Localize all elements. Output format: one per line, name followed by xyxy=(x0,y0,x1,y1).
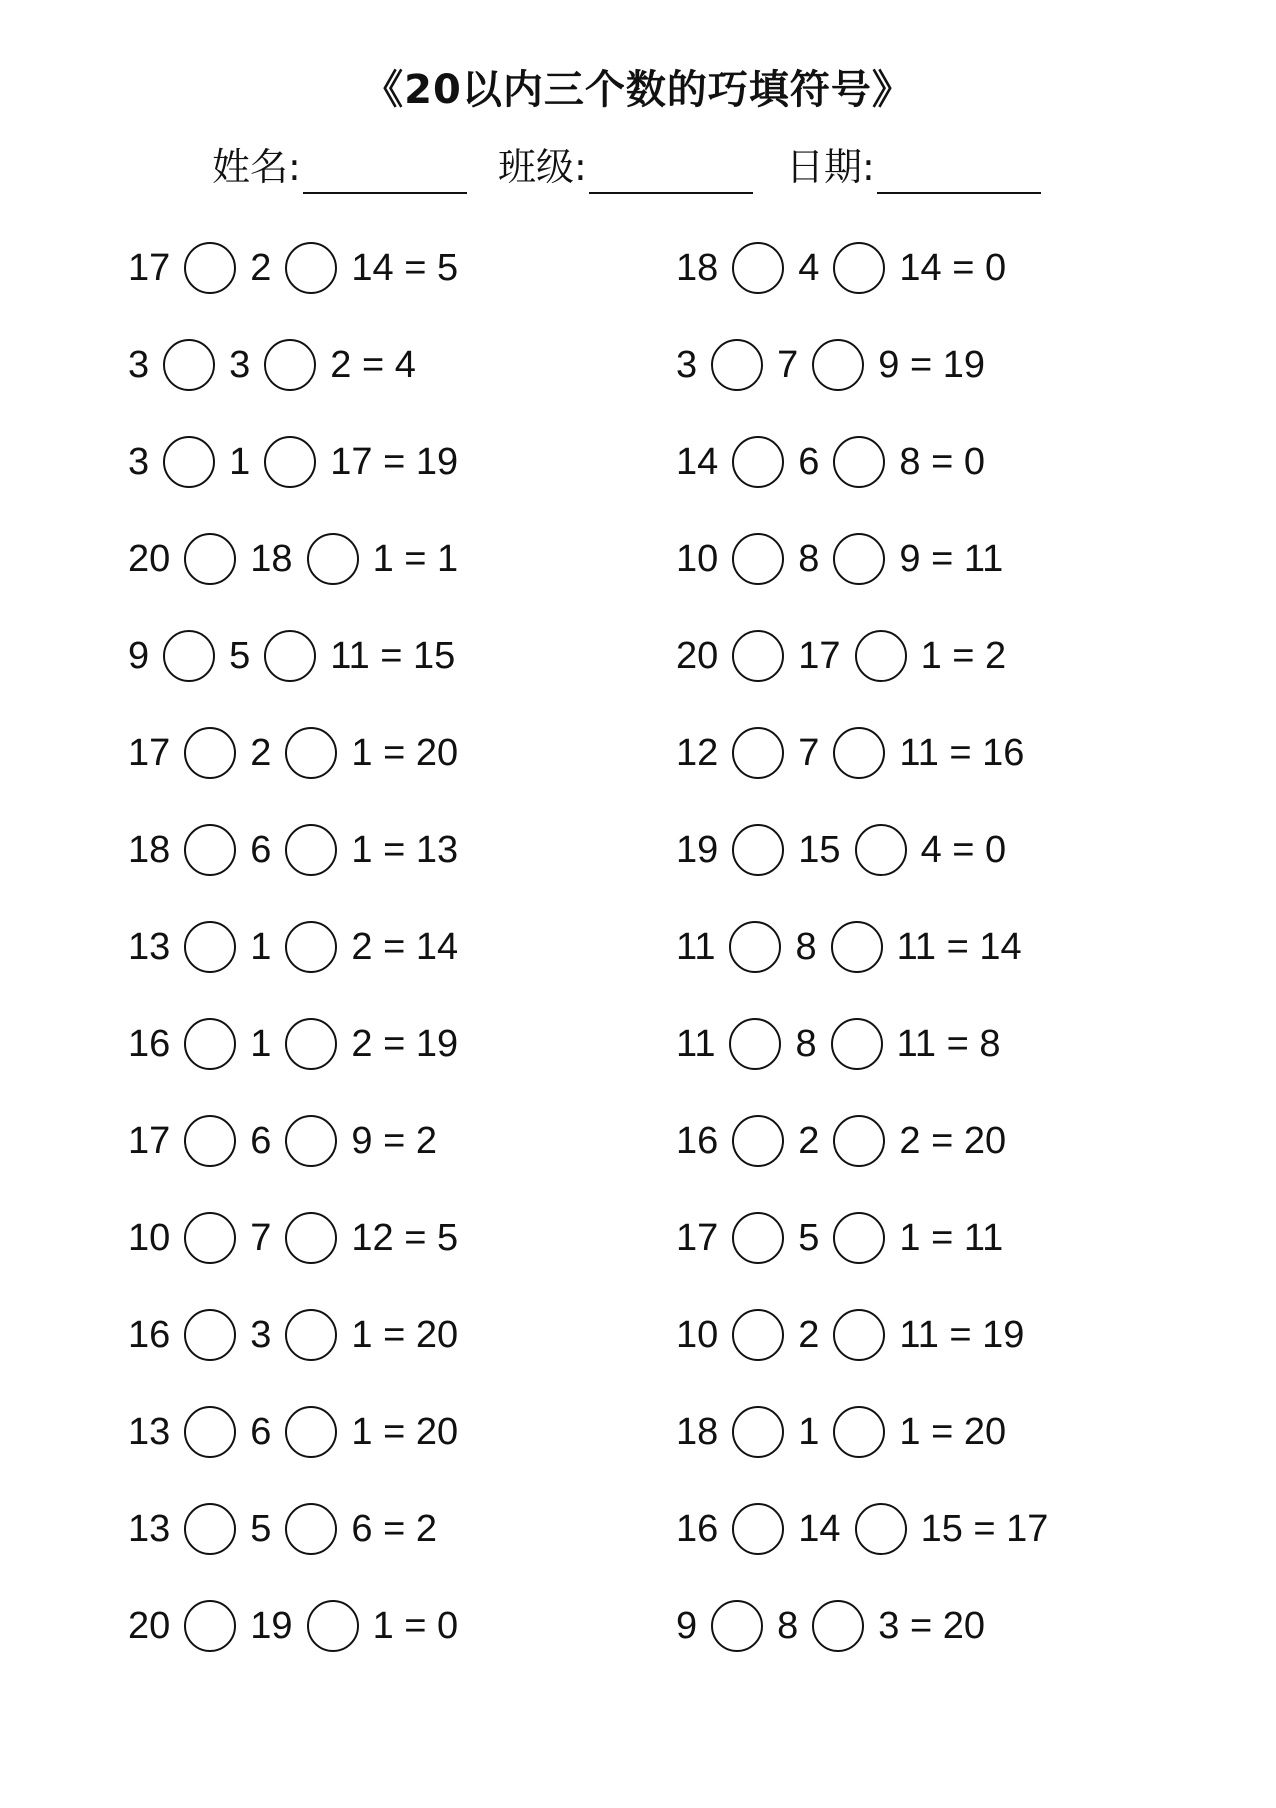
first-number: 16 xyxy=(676,1120,719,1162)
answer-circle[interactable] xyxy=(833,436,885,488)
answer-circle[interactable] xyxy=(855,1503,907,1555)
answer-circle[interactable] xyxy=(711,1600,763,1652)
second-number: 5 xyxy=(229,635,251,677)
answer-circle[interactable] xyxy=(264,436,316,488)
problem-row xyxy=(676,335,985,395)
answer-circle[interactable] xyxy=(184,1600,236,1652)
class-blank[interactable] xyxy=(589,152,753,194)
answer-circle[interactable] xyxy=(732,1309,784,1361)
problem-row xyxy=(676,1111,1006,1171)
second-number: 2 xyxy=(798,1314,820,1356)
answer-circle[interactable] xyxy=(184,533,236,585)
answer-circle[interactable] xyxy=(855,824,907,876)
first-number: 3 xyxy=(128,441,150,483)
problem-row xyxy=(128,723,458,783)
result-expression: 11 = 14 xyxy=(896,926,1022,968)
answer-circle[interactable] xyxy=(833,1212,885,1264)
answer-circle[interactable] xyxy=(732,1115,784,1167)
answer-circle[interactable] xyxy=(285,1309,337,1361)
first-number: 18 xyxy=(128,829,171,871)
result-expression: 9 = 2 xyxy=(351,1120,437,1162)
problem-row xyxy=(128,1499,437,1559)
result-expression: 1 = 2 xyxy=(920,635,1007,677)
problem-row xyxy=(128,1111,437,1171)
second-number: 6 xyxy=(798,441,820,483)
second-number: 1 xyxy=(250,1023,272,1065)
result-expression: 9 = 11 xyxy=(899,538,1004,580)
result-expression: 14 = 0 xyxy=(899,247,1007,289)
problem-row xyxy=(128,529,458,589)
answer-circle[interactable] xyxy=(184,1018,236,1070)
second-number: 1 xyxy=(798,1411,820,1453)
name-blank[interactable] xyxy=(303,152,467,194)
first-number: 10 xyxy=(676,538,719,580)
second-number: 7 xyxy=(250,1217,272,1259)
first-number: 16 xyxy=(676,1508,719,1550)
first-number: 3 xyxy=(128,344,150,386)
second-number: 7 xyxy=(777,344,799,386)
second-number: 3 xyxy=(250,1314,272,1356)
result-expression: 2 = 4 xyxy=(330,344,416,386)
answer-circle[interactable] xyxy=(184,1503,236,1555)
answer-circle[interactable] xyxy=(184,727,236,779)
second-number: 8 xyxy=(795,1023,817,1065)
answer-circle[interactable] xyxy=(184,921,236,973)
answer-circle[interactable] xyxy=(184,824,236,876)
answer-circle[interactable] xyxy=(732,1212,784,1264)
second-number: 3 xyxy=(229,344,251,386)
answer-circle[interactable] xyxy=(163,630,215,682)
answer-circle[interactable] xyxy=(732,533,784,585)
answer-circle[interactable] xyxy=(285,921,337,973)
answer-circle[interactable] xyxy=(833,1309,885,1361)
second-number: 8 xyxy=(795,926,817,968)
answer-circle[interactable] xyxy=(833,533,885,585)
result-expression: 6 = 2 xyxy=(351,1508,437,1550)
answer-circle[interactable] xyxy=(184,1212,236,1264)
result-expression: 1 = 20 xyxy=(351,1411,459,1453)
answer-circle[interactable] xyxy=(163,436,215,488)
first-number: 17 xyxy=(676,1217,719,1259)
answer-circle[interactable] xyxy=(307,1600,359,1652)
first-number: 10 xyxy=(676,1314,719,1356)
second-number: 15 xyxy=(798,829,841,871)
problem-row xyxy=(676,1499,1048,1559)
answer-circle[interactable] xyxy=(711,339,763,391)
second-number: 19 xyxy=(250,1605,293,1647)
first-number: 13 xyxy=(128,926,171,968)
answer-circle[interactable] xyxy=(285,1212,337,1264)
answer-circle[interactable] xyxy=(732,1406,784,1458)
result-expression: 11 = 19 xyxy=(899,1314,1025,1356)
answer-circle[interactable] xyxy=(264,339,316,391)
answer-circle[interactable] xyxy=(184,242,236,294)
problem-row xyxy=(676,238,1006,298)
second-number: 1 xyxy=(250,926,272,968)
first-number: 18 xyxy=(676,247,719,289)
second-number: 6 xyxy=(250,1120,272,1162)
answer-circle[interactable] xyxy=(732,1503,784,1555)
problem-row xyxy=(676,820,1006,880)
result-expression: 3 = 20 xyxy=(878,1605,985,1647)
first-number: 16 xyxy=(128,1023,171,1065)
answer-circle[interactable] xyxy=(855,630,907,682)
problem-row xyxy=(128,820,458,880)
answer-circle[interactable] xyxy=(264,630,316,682)
answer-circle[interactable] xyxy=(833,242,885,294)
result-expression: 11 = 8 xyxy=(896,1023,1001,1065)
first-number: 17 xyxy=(128,247,171,289)
answer-circle[interactable] xyxy=(732,727,784,779)
answer-circle[interactable] xyxy=(184,1406,236,1458)
answer-circle[interactable] xyxy=(285,1406,337,1458)
result-expression: 12 = 5 xyxy=(351,1217,459,1259)
problem-row xyxy=(128,1305,458,1365)
answer-circle[interactable] xyxy=(285,727,337,779)
result-expression: 1 = 20 xyxy=(351,732,459,774)
date-label: 日期: xyxy=(786,145,875,189)
result-expression: 1 = 13 xyxy=(351,829,459,871)
problem-row xyxy=(128,335,416,395)
result-expression: 1 = 0 xyxy=(372,1605,459,1647)
second-number: 4 xyxy=(798,247,820,289)
answer-circle[interactable] xyxy=(831,1018,883,1070)
first-number: 13 xyxy=(128,1508,171,1550)
date-blank[interactable] xyxy=(877,152,1041,194)
first-number: 14 xyxy=(676,441,719,483)
second-number: 7 xyxy=(798,732,820,774)
result-expression: 2 = 14 xyxy=(351,926,459,968)
first-number: 3 xyxy=(676,344,698,386)
result-expression: 1 = 20 xyxy=(899,1411,1007,1453)
problem-row xyxy=(128,1014,458,1074)
class-label: 班级: xyxy=(498,145,587,189)
problem-row xyxy=(676,1305,1024,1365)
answer-circle[interactable] xyxy=(833,727,885,779)
answer-circle[interactable] xyxy=(285,242,337,294)
problem-row xyxy=(128,432,458,492)
answer-circle[interactable] xyxy=(307,533,359,585)
problem-row xyxy=(676,1014,1000,1074)
second-number: 14 xyxy=(798,1508,841,1550)
class-field xyxy=(498,140,753,194)
result-expression: 2 = 19 xyxy=(351,1023,459,1065)
problem-row xyxy=(676,1208,1003,1268)
answer-circle[interactable] xyxy=(285,1018,337,1070)
first-number: 11 xyxy=(676,926,716,968)
answer-circle[interactable] xyxy=(184,1309,236,1361)
answer-circle[interactable] xyxy=(831,921,883,973)
answer-circle[interactable] xyxy=(163,339,215,391)
date-field xyxy=(786,140,1041,194)
first-number: 18 xyxy=(676,1411,719,1453)
name-field xyxy=(212,140,467,194)
second-number: 17 xyxy=(798,635,841,677)
first-number: 9 xyxy=(676,1605,698,1647)
result-expression: 17 = 19 xyxy=(330,441,459,483)
problem-row xyxy=(676,529,1003,589)
second-number: 8 xyxy=(777,1605,799,1647)
worksheet-title: 《20以内三个数的巧填符号》 xyxy=(363,67,913,113)
problem-row xyxy=(128,626,455,686)
result-expression: 2 = 20 xyxy=(899,1120,1007,1162)
answer-circle[interactable] xyxy=(732,630,784,682)
answer-circle[interactable] xyxy=(285,824,337,876)
first-number: 20 xyxy=(128,538,171,580)
first-number: 20 xyxy=(676,635,719,677)
second-number: 8 xyxy=(798,538,820,580)
second-number: 18 xyxy=(250,538,293,580)
second-number: 2 xyxy=(250,732,272,774)
answer-circle[interactable] xyxy=(184,1115,236,1167)
problem-row xyxy=(676,723,1024,783)
problem-row xyxy=(128,1402,458,1462)
result-expression: 14 = 5 xyxy=(351,247,459,289)
result-expression: 15 = 17 xyxy=(920,1508,1049,1550)
problem-row xyxy=(128,1596,458,1656)
second-number: 6 xyxy=(250,1411,272,1453)
answer-circle[interactable] xyxy=(812,1600,864,1652)
result-expression: 1 = 20 xyxy=(351,1314,459,1356)
first-number: 16 xyxy=(128,1314,171,1356)
first-number: 13 xyxy=(128,1411,171,1453)
second-number: 1 xyxy=(229,441,251,483)
first-number: 17 xyxy=(128,732,171,774)
second-number: 5 xyxy=(250,1508,272,1550)
result-expression: 8 = 0 xyxy=(899,441,985,483)
result-expression: 11 = 16 xyxy=(899,732,1025,774)
result-expression: 1 = 11 xyxy=(899,1217,1004,1259)
problem-row xyxy=(676,432,985,492)
result-expression: 9 = 19 xyxy=(878,344,985,386)
first-number: 9 xyxy=(128,635,150,677)
answer-circle[interactable] xyxy=(833,1406,885,1458)
name-label: 姓名: xyxy=(212,145,301,189)
problem-row xyxy=(128,917,458,977)
result-expression: 11 = 15 xyxy=(330,635,456,677)
answer-circle[interactable] xyxy=(833,1115,885,1167)
answer-circle[interactable] xyxy=(285,1503,337,1555)
second-number: 2 xyxy=(250,247,272,289)
problem-row xyxy=(676,1596,985,1656)
second-number: 2 xyxy=(798,1120,820,1162)
result-expression: 4 = 0 xyxy=(920,829,1007,871)
answer-circle[interactable] xyxy=(732,824,784,876)
first-number: 19 xyxy=(676,829,719,871)
first-number: 11 xyxy=(676,1023,716,1065)
answer-circle[interactable] xyxy=(732,242,784,294)
first-number: 17 xyxy=(128,1120,171,1162)
answer-circle[interactable] xyxy=(812,339,864,391)
first-number: 12 xyxy=(676,732,719,774)
answer-circle[interactable] xyxy=(285,1115,337,1167)
problem-row xyxy=(676,917,1022,977)
second-number: 6 xyxy=(250,829,272,871)
answer-circle[interactable] xyxy=(732,436,784,488)
answer-circle[interactable] xyxy=(729,1018,781,1070)
problem-row xyxy=(676,1402,1006,1462)
first-number: 20 xyxy=(128,1605,171,1647)
problem-row xyxy=(128,1208,458,1268)
answer-circle[interactable] xyxy=(729,921,781,973)
problem-row xyxy=(128,238,458,298)
first-number: 10 xyxy=(128,1217,171,1259)
second-number: 5 xyxy=(798,1217,820,1259)
problem-row xyxy=(676,626,1006,686)
result-expression: 1 = 1 xyxy=(372,538,459,580)
